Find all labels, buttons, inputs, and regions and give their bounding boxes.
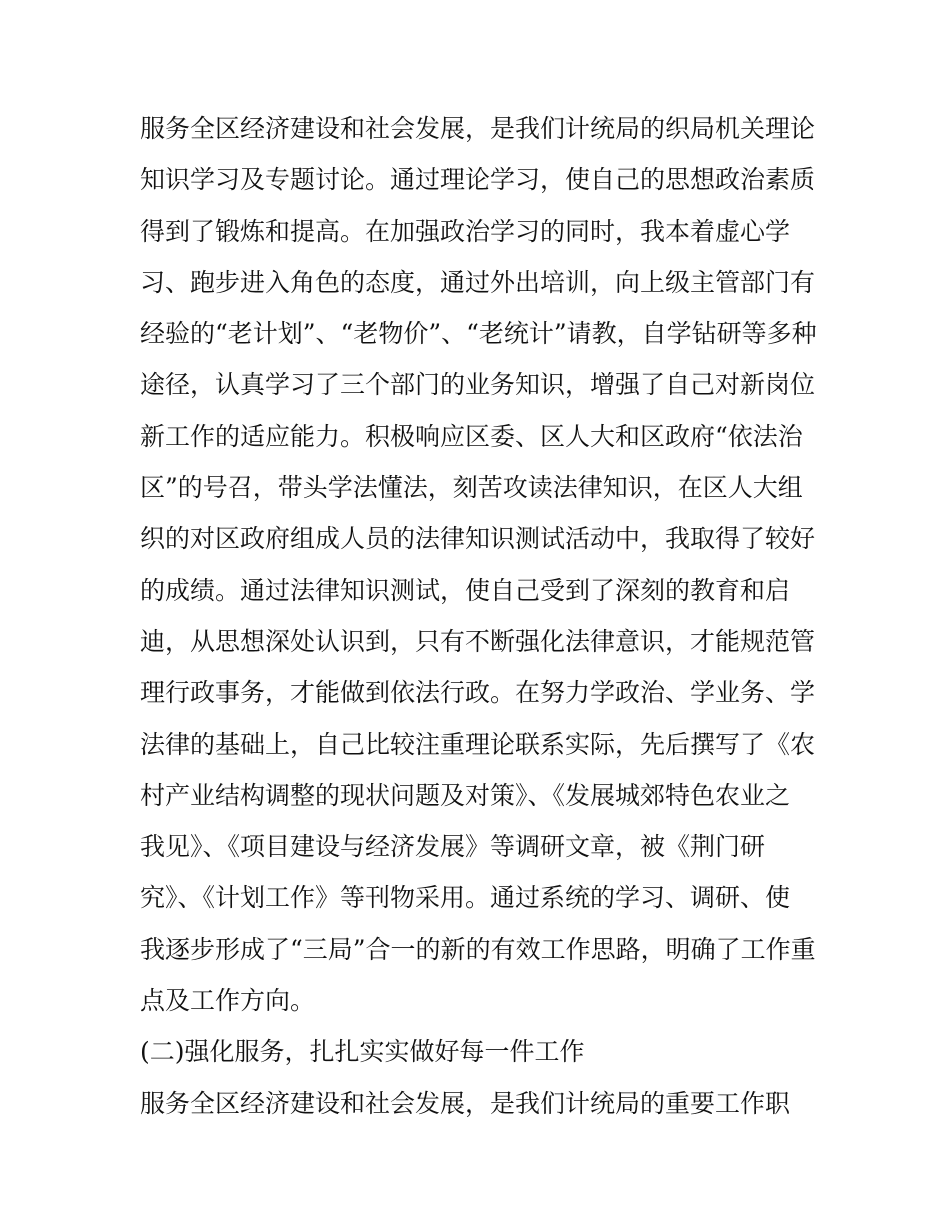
text-line: 得到了锻炼和提高。在加强政治学习的同时，我本着虚心学	[140, 216, 791, 246]
text-line: 法律的基础上，自己比较注重理论联系实际，先后撰写了《农	[140, 729, 816, 759]
text-line: 服务全区经济建设和社会发展，是我们计统局的织局机关理论	[140, 114, 816, 143]
section-heading: (二)强化服务，扎扎实实做好每一件工作	[140, 1037, 585, 1067]
text-line: 途径，认真学习了三个部门的业务知识，增强了自己对新岗位	[140, 370, 816, 400]
text-line: 迪，从思想深处认识到，只有不断强化法律意识，才能规范管	[140, 626, 816, 656]
text-line: 究》、《计划工作》等刊物采用。通过系统的学习、调研、使	[140, 883, 791, 913]
text-line: 点及工作方向。	[140, 986, 316, 1016]
text-line: 习、跑步进入角色的态度，通过外出培训，向上级主管部门有	[140, 267, 816, 297]
text-line: 的成绩。通过法律知识测试，使自己受到了深刻的教育和启	[140, 575, 791, 605]
text-line: 服务全区经济建设和社会发展，是我们计统局的重要工作职	[140, 1088, 791, 1118]
text-line: 新工作的适应能力。积极响应区委、区人大和区政府“依法治	[140, 421, 803, 451]
text-line: 理行政事务，才能做到依法行政。在努力学政治、学业务、学	[140, 678, 816, 708]
text-line: 区”的号召，带头学法懂法，刻苦攻读法律知识，在区人大组	[140, 473, 803, 503]
text-line: 村产业结构调整的现状问题及对策》、《发展城郊特色农业之	[140, 780, 791, 810]
text-line: 织的对区政府组成人员的法律知识测试活动中，我取得了较好	[140, 524, 816, 554]
text-line: 知识学习及专题讨论。通过理论学习，使自己的思想政治素质	[140, 165, 816, 195]
body-text	[140, 103, 820, 1129]
text-line: 我见》、《项目建设与经济发展》等调研文章，被《荆门研	[140, 832, 766, 862]
text-line: 我逐步形成了“三局”合一的新的有效工作思路，明确了工作重	[140, 934, 816, 964]
text-line: 经验的“老计划”、“老物价”、“老统计”请教，自学钻研等多种	[140, 319, 817, 349]
